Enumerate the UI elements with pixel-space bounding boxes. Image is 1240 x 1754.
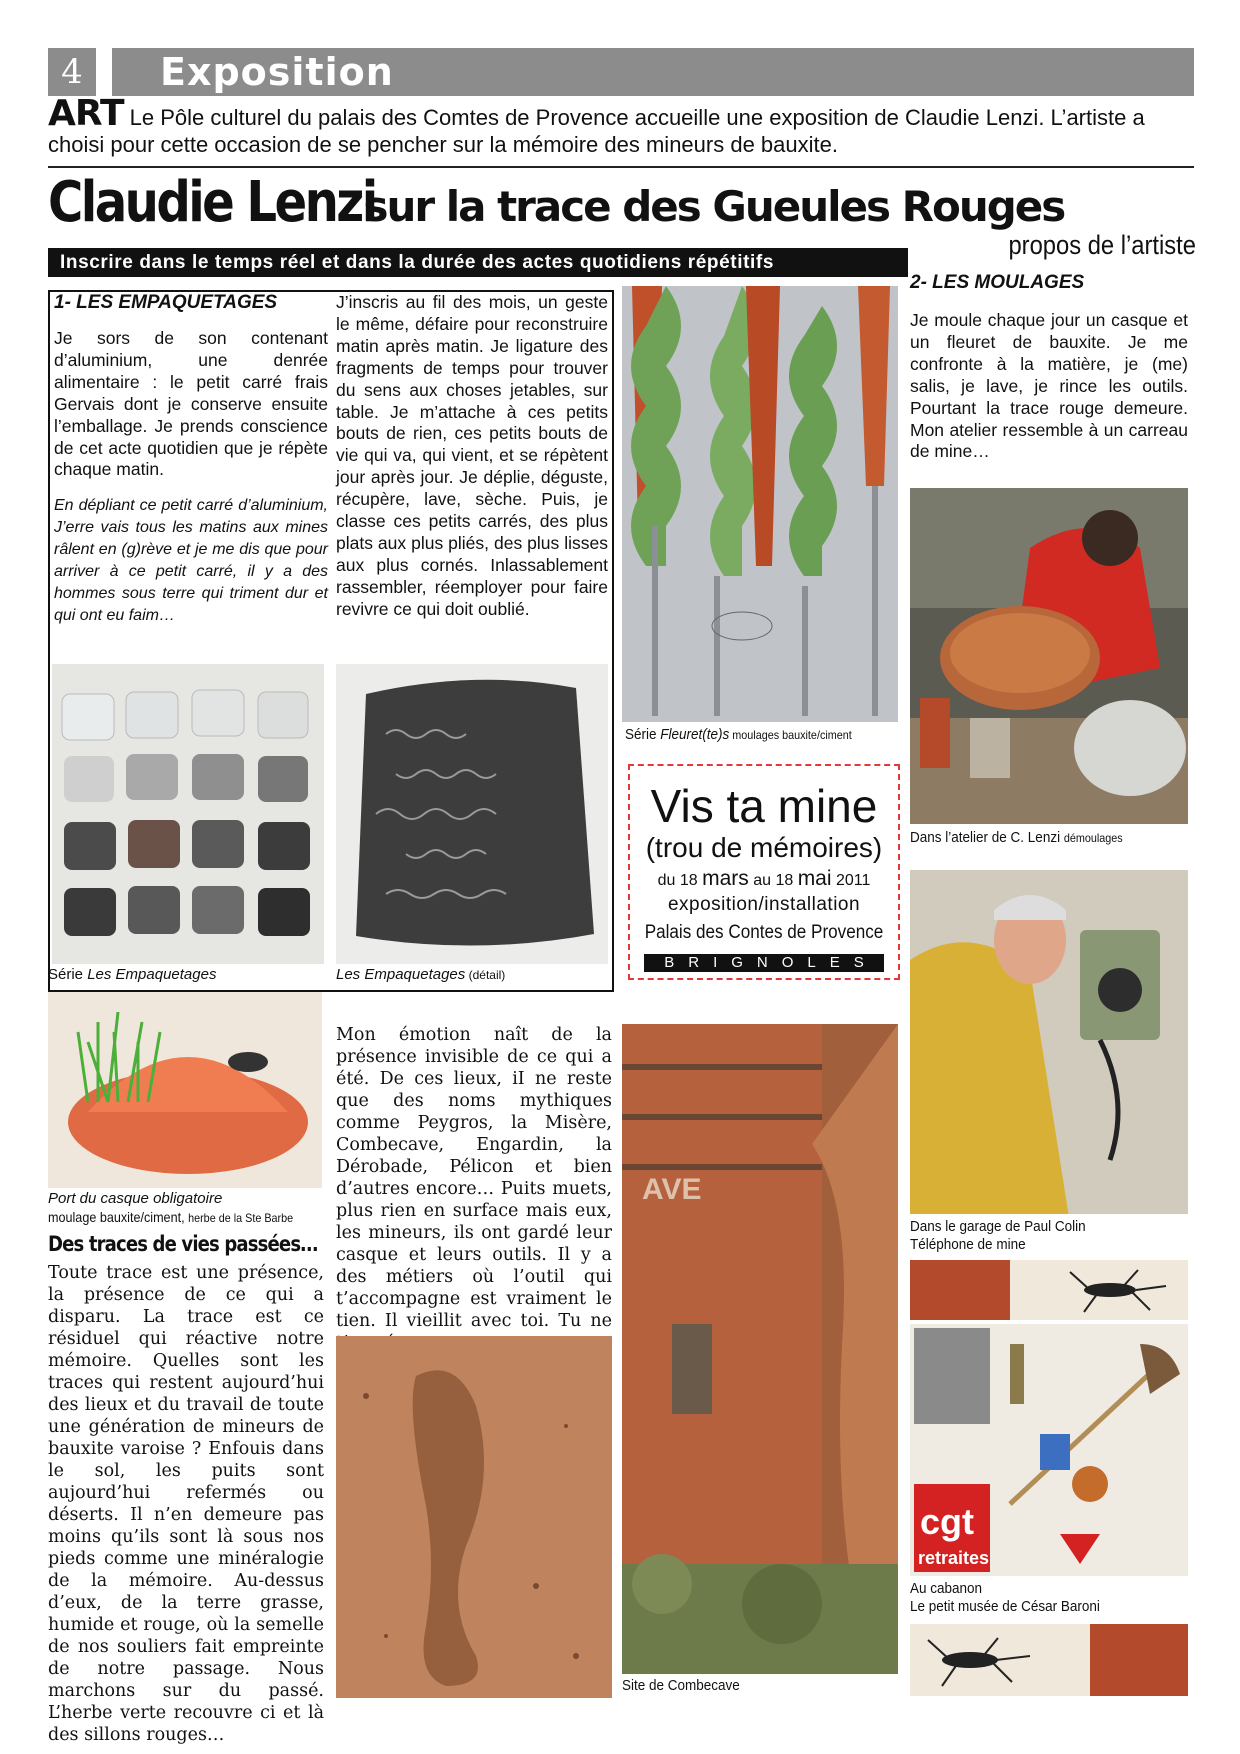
caption-casque-2a: moulage bauxite/ciment, bbox=[48, 1209, 189, 1225]
subhead-band: Inscrire dans le temps réel et dans la durée des actes quotidiens répétitifs bbox=[48, 248, 908, 277]
promo-title: Vis ta mine bbox=[650, 780, 878, 832]
caption-detail-b: (détail) bbox=[465, 968, 506, 982]
promo-venue: Palais des Contes de Provence bbox=[644, 922, 884, 943]
cgt-text: cgt bbox=[920, 1501, 974, 1542]
part1-p1: Je sors de son contenant d’aluminium, une denrée alimentaire : le petit carré frais Gervais dont je conserve ensuite l’emballage. Je prends conscience de cet acte quotidien que je répète chaque matin. bbox=[54, 328, 328, 480]
caption-serie-empaquetages bbox=[48, 966, 328, 984]
caption-garage-2: Téléphone de mine bbox=[910, 1236, 1026, 1253]
article-heading: Des traces de vies passées… bbox=[48, 1232, 318, 1256]
caption-fleurets bbox=[625, 726, 852, 744]
propos-label: propos de l’artiste bbox=[1008, 230, 1196, 260]
promo-dates-b: mars bbox=[702, 867, 749, 890]
promo-city: BRIGNOLES bbox=[644, 954, 884, 972]
article-col2: Mon émotion naît de la présence invisible de ce qui a été. De ces lieux, iI ne reste que des noms mythiques comme Peygros, la Misère, Combecave, Engardin, la Dérobade, Pélicon et bien d’autres encore… Puits muets, plus rien en surface mais eux, les mineurs, ils ont gardé leur casque et leurs outils. Il y a des métiers où l’outil qui t’accompagne est vraiment le tien. Il vieillit avec toi. Tu ne bbox=[336, 1025, 612, 1331]
part1-col1 bbox=[54, 292, 328, 627]
photo-footprint bbox=[336, 1336, 612, 1698]
part1-title: 1- LES EMPAQUETAGES bbox=[54, 292, 278, 313]
caption-fleuret-b: Fleuret(te)s bbox=[660, 726, 730, 743]
promo-dates-a: du 18 bbox=[657, 872, 703, 889]
headline-sub: sur la trace des Gueules Rouges bbox=[363, 182, 1065, 231]
caption-casque-1: Port du casque obligatoire bbox=[48, 1190, 223, 1207]
promo-kind: exposition/installation bbox=[667, 894, 861, 915]
part2-text: Je moule chaque jour un casque et un fleuret de bauxite. Je me confronte à la matière, je (me) salis, je lave, je rince les outils. Pourtant la trace rouge demeure. Mon atelier ressemble à un carreau de mine… bbox=[910, 310, 1188, 462]
promo-subtitle: (trou de mémoires) bbox=[645, 832, 883, 863]
caption-fleuret-a: Série bbox=[625, 726, 661, 743]
photo-telephone bbox=[910, 870, 1188, 1214]
part1-col2: J’inscris au fil des mois, un geste le même, défaire pour reconstruire matin après matin. Je ligature des fragments de temps pour trouver du sens aux choses jetables, sur table. Je m’attache à ces petits bouts de rien, ces petits bouts de vie qui va, qui vient, et se répètent jour après jour. Je déplie, déguste, récupère, lave, sèche. Puis, je classe ces petits carrés, des plus plats aux plus pliés, des plus lisses aux plus cornés. Inlassablement rassembler, réemployer pour faire revivre ce qui doit oublié. bbox=[336, 292, 608, 619]
photo-cabanon bbox=[910, 1324, 1188, 1576]
caption-atelier-a: Dans l’atelier de C. Lenzi bbox=[910, 829, 1064, 846]
photo-fleurets bbox=[622, 286, 898, 722]
promo-dates bbox=[630, 868, 898, 892]
promo-dates-e: 2011 bbox=[831, 872, 871, 889]
part2 bbox=[910, 272, 1188, 463]
header-rule bbox=[48, 166, 1194, 168]
part2-title: 2- LES MOULAGES bbox=[910, 272, 1085, 293]
caption-casque-2b: herbe de la Ste Barbe bbox=[188, 1211, 294, 1225]
photo-empaquetage-detail bbox=[336, 664, 608, 964]
headline bbox=[48, 170, 1064, 235]
ave-text: AVE bbox=[642, 1173, 702, 1206]
promo-dates-c: au 18 bbox=[748, 872, 798, 889]
article-col1: Toute trace est une présence, la présence de ce qui a disparu. La trace est ce résiduel qui réactive notre mémoire. Quelles sont les traces qui restent aujourd’hui des lieux et du travail de toute une génération de mineurs de bauxite varoise ? Enfouis dans le sol, les puits sont aujourd’hui refermés ou déserts. Il n’en demeure pas moins qu’ils sont là sous nos pieds comme une minéralogie de la mémoire. Au-dessus d’eux, de la terre grasse, humide et rouge, où la semelle de nos souliers fait empreinte de notre passage. Nous marchons sur du passé. L’herbe verte recouvre ci et là des sillons rouges… bbox=[48, 1263, 324, 1745]
intro-text: Le Pôle culturel du palais des Comtes de Provence accueille une exposition de Claudie Lenzi. L’artiste a choisi pour cette occasion de se pencher sur la mémoire des mineurs de bauxite. bbox=[48, 105, 1145, 157]
photo-casque bbox=[48, 992, 322, 1188]
caption-fleuret-c: moulages bauxite/ciment bbox=[729, 728, 852, 742]
photo-combecave bbox=[622, 1024, 898, 1674]
caption-serie-emp-b: Les Empaquetages bbox=[87, 966, 217, 983]
photo-insect-1 bbox=[910, 1260, 1188, 1320]
caption-cabanon bbox=[910, 1580, 1100, 1616]
caption-cabanon-2: Le petit musée de César Baroni bbox=[910, 1598, 1100, 1615]
photo-atelier bbox=[910, 488, 1188, 824]
part1-p2: En dépliant ce petit carré d’aluminium, J’erre vais tous les matins aux mines râlent en (g)rève et je me dis que pour arriver à ce petit carré, il y a des hommes sous terre qui triment dur et qui ont eu faim… bbox=[54, 497, 328, 625]
caption-garage-1: Dans le garage de Paul Colin bbox=[910, 1218, 1086, 1235]
caption-atelier-b: démoulages bbox=[1063, 831, 1123, 845]
page-number: 4 bbox=[48, 48, 96, 96]
caption-site: Site de Combecave bbox=[622, 1677, 740, 1694]
section-label: Exposition bbox=[160, 50, 394, 94]
caption-casque bbox=[48, 1190, 324, 1227]
headline-main: Claudie Lenzi bbox=[48, 170, 376, 235]
intro bbox=[48, 93, 1198, 158]
photo-empaquetages bbox=[52, 664, 324, 964]
retraites-text: retraites bbox=[918, 1548, 990, 1568]
caption-atelier bbox=[910, 829, 1123, 847]
caption-garage bbox=[910, 1218, 1086, 1254]
promo-dates-d: mai bbox=[797, 867, 832, 890]
caption-detail-a: Les Empaquetages bbox=[336, 966, 466, 983]
promo-box bbox=[628, 764, 900, 980]
intro-kicker: ART bbox=[48, 93, 124, 134]
caption-cabanon-1: Au cabanon bbox=[910, 1580, 983, 1597]
caption-detail bbox=[336, 966, 616, 984]
photo-insect-2 bbox=[910, 1624, 1188, 1696]
caption-serie-emp-a: Série bbox=[48, 966, 88, 983]
